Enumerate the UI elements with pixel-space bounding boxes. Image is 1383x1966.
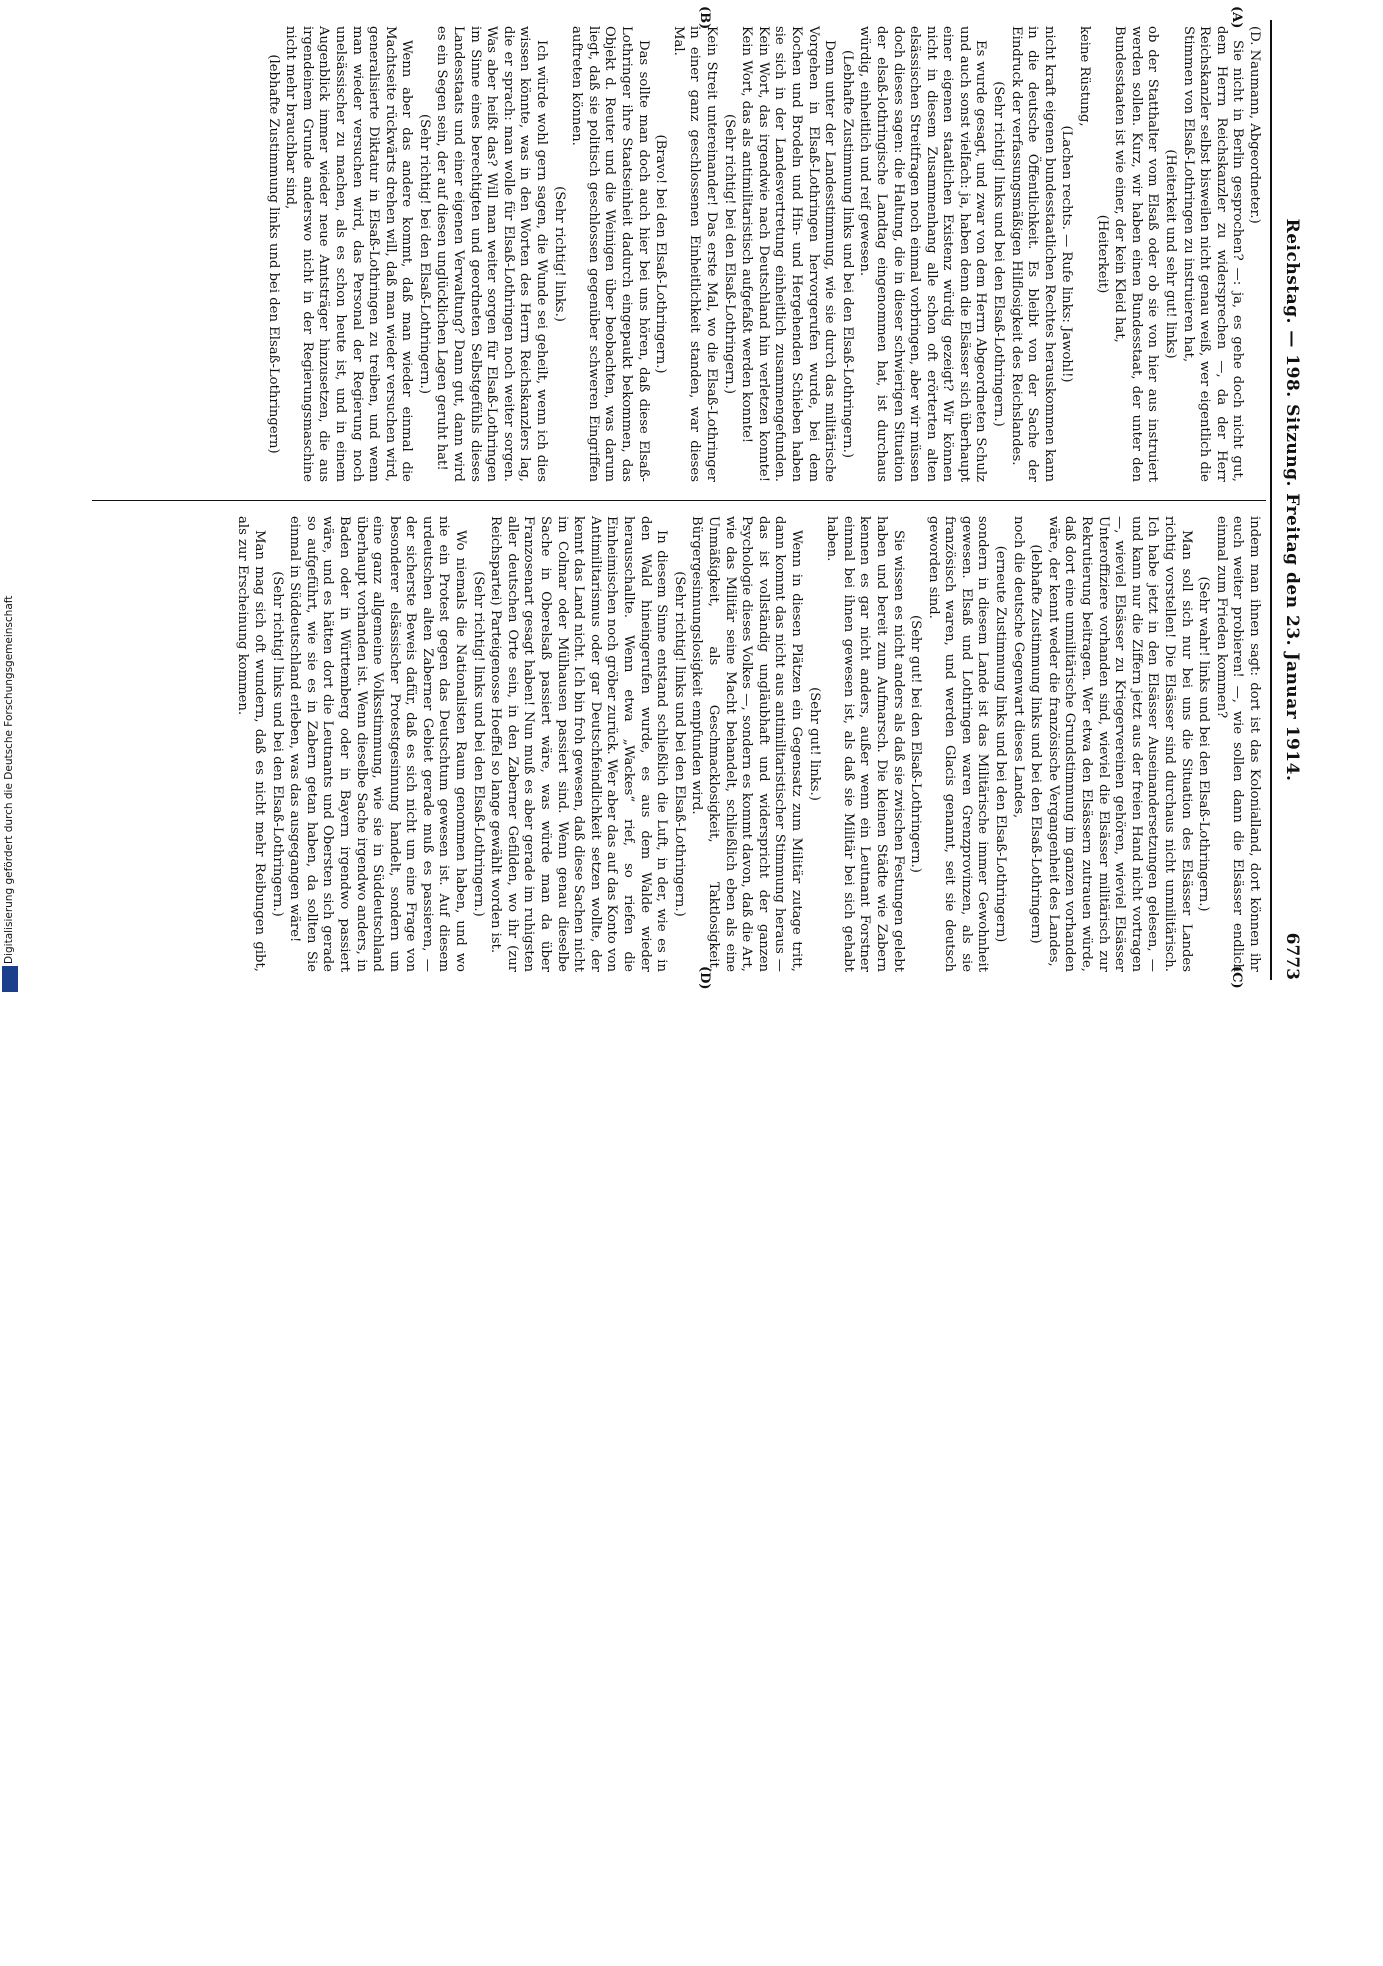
- paragraph: Ich würde wohl gern sagen, die Wunde sei geheilt, wenn ich dies wissen könnte, was in den Worten des Herrn Reichskanzlers lag, die er sprach: man wolle für Elsaß-Lothringen noch weiter sorgen. Was aber heißt das? Will man weiter sorgen für Elsaß-Lothringen im Sinne eines berechtigten und geordneten Selbstgefühls dieses Landesstaats und einer eigenen Verwaltung? Dann gut, dann wird es ein Segen sein, der auf diesen unglücklichen Lagen geruht hat!: [434, 26, 550, 482]
- digitization-sidebar: [0, 0, 20, 1930]
- paragraph: Denn unter der Landesstimmung, wie sie durch das militärische Vorgehen in Elsaß-Lothringen hervorgerufen wurde, bei dem Kochen und Brodeln und Hin- und Hergehenden Schieben haben sie sich in der Landesvertretung einheitlich zusammengefunden. Kein Wort, das irgendwie nach Deutschland hin verletzen konnte! Kein Wort, das als antimilitaristisch aufgefaßt werden konnte!: [739, 26, 838, 482]
- stage-direction: (Sehr richtig! links und bei den Elsaß-Lothringern.): [269, 571, 285, 917]
- stage-direction: (Heiterkeit): [1094, 214, 1110, 294]
- stage-direction: (lebhafte Zustimmung links und bei den Elsaß-Lothringern): [265, 54, 281, 454]
- paragraph: sondern in diesem Lande ist das Militärische immer Gewohnheit gewesen. Elsaß und Lothringen waren Grenzprovinzen, als sie französisch waren, und werden Glacis genannt, seit sie deutsch geworden sind.: [925, 516, 991, 972]
- stage-direction: (Sehr gut! bei den Elsaß-Lothringern.): [908, 615, 924, 873]
- margin-marker-b: (B): [697, 6, 712, 30]
- stage-direction: (erneute Zustimmung links und bei den Elsaß-Lothringern): [993, 545, 1009, 943]
- stage-direction: (Sehr richtig! links und bei den Elsaß-Lothringern.): [671, 571, 687, 917]
- page-number: 6773: [1282, 932, 1302, 980]
- dfg-logo: DFG: [2, 966, 18, 992]
- paragraph: Sie nicht in Berlin gesprochen? —: ja, es gehe doch nicht gut, dem Herrn Reichskanzler zu widersprechen —, da der Herr Reichskanzler selbst bisweilen nicht genau weiß, wer eigentlich die Stimmen von Elsaß-Lothringen zu instruieren hat,: [1180, 26, 1246, 482]
- paragraph: noch die deutsche Gegenwart dieses Landes,: [1010, 516, 1026, 819]
- paragraph: Wenn in diesen Plätzen ein Gegensatz zum Militär zutage tritt, dann kommt das nicht aus antimilitaristischer Stimmung heraus — das ist vollständig ungläubhaft und widerspricht der ganzen Psychologie dieses Volkes —, sondern es kommt davon, daß die Art, wie das Militär seine Macht behandelt, schließlich eben als eine Unmäßigkeit, als Geschmacklosigkeit, Taktlosigkeit, Bürgergesinnungslosigkeit empfunden wird.: [689, 516, 804, 972]
- header-rule: [1270, 20, 1272, 980]
- paragraph: keine Rüstung,: [1077, 26, 1093, 127]
- right-column: [234, 516, 1262, 972]
- margin-marker-d: (D): [697, 966, 712, 990]
- paragraph: Sie wissen es nicht anders als daß sie zwischen Festungen gelebt haben und bereit zum Aufmarsch. Die kleinen Städte wie Zabern kennen es gar nicht anders, außer wenn ein Leutnant Forstner einmal bei ihnen gewesen ist, als daß sie Militär bei sich gehabt haben.: [824, 516, 906, 972]
- page-title: Reichstag. — 198. Sitzung. Freitag den 23. Januar 1914.: [1282, 218, 1302, 782]
- column-separator: [92, 500, 1266, 501]
- stage-direction: (Sehr richtig! links.): [551, 186, 567, 322]
- paragraph: Wenn aber das andere kommt, daß man wieder einmal die Machtseite rückwärts drehen will, daß man wieder versuchen wird, generalisierte Diktatur in Elsaß-Lothringen zu treiben, und wenn man wieder versuchen wird, das Personal der Regierung noch unelsässischer zu machen, als es schon heute ist, und in einem Augenblick immer wieder neue Amtsträger hinzusetzen, die aus irgendeinem Grunde anderswo nicht in der Regierungsmaschine nicht mehr brauchbar sind,: [283, 26, 415, 482]
- funding-note: Digitalisierung gefördert durch die Deutsche Forschungsgemeinschaft: [3, 595, 15, 964]
- paragraph: Kein Streit untereinander! Das erste Mal, wo die Elsaß-Lothringer in einer ganz geschlossenen Einheitlichkeit standen, war dieses Mal.: [670, 26, 719, 482]
- margin-marker-c: (C): [1229, 966, 1244, 989]
- paragraph: ob der Statthalter vom Elsaß oder ob sie von hier aus instruiert werden sollen. Kurz, wir haben einen Bundesstaat, der unter den Bundesstaaten ist wie einer, der kein Kleid hat,: [1112, 26, 1161, 482]
- paragraph: In diesem Sinne entstand schließlich die Luft, in der, wie es in den Wald hineingerufen wurde, es aus dem Walde wieder herausschallte. Wenn etwa „Wackes“ rief, so riefen die Einheimischen noch gröber zurück. Wer aber das auf das Konto von Antimilitarismus oder gar Deutschfeindlichkeit setzen wollte, der kennt das Land nicht. Ich bin froh gewesen, daß diese Sachen nicht im Colmar oder Mülhausen passiert sind. Wenn genau dieselbe Sache in Oberelsaß passiert wäre, was würde man da über Franzosenart gesagt haben! Nun muß es aber gerade im ruhigsten aller deutschen Orte sein, in den Zaberner Gefilden, wo ihr (zur Reichspartei) Parteigenosse Hoeffel so lange gewählt worden ist.: [488, 516, 670, 972]
- stage-direction: (Bravo! bei den Elsaß-Lothringern.): [653, 134, 669, 374]
- paragraph: (D. Naumann, Abgeordneter.): [1247, 26, 1262, 224]
- document-page: [72, 0, 1312, 1000]
- stage-direction: (Sehr richtig! bei den Elsaß-Lothringern.): [721, 113, 737, 395]
- stage-direction: (Sehr richtig! links und bei den Elsaß-Lothringern.): [991, 81, 1007, 427]
- stage-direction: (Lebhafte Zustimmung links und bei den Elsaß-Lothringern.): [839, 50, 855, 458]
- left-column: [263, 26, 1262, 482]
- paragraph: nicht kraft eigenen bundesstaatlichen Rechtes herauskommen kann in die deutsche Öffentlichkeit. Es bleibt von der Sache der Eindruck der verfassungsmäßigen Hilflosigkeit des Reichslandes.: [1008, 26, 1057, 482]
- page-header: [1272, 20, 1306, 980]
- paragraph: Man soll sich nur bei uns die Situation des Elsässer Landes richtig vorstellen! Die Elsässer sind durchaus nicht unmilitärisch. Ich habe jetzt in den Elsässer Auseinandersetzungen gelesen, — und kann nur die Ziffern jetzt aus der freien Hand nicht vortragen —, wieviel Elsässer zu Kriegervereinen gehören, wieviel Elsässer Unteroffiziere vorhanden sind, wieviel die Elsässer militärisch zur Rekrutierung beitragen. Wer etwa den Elsässern zutrauen würde, daß dort eine unmilitärische Grundstimmung im ganzen vorhanden wäre, der kennt weder die französische Vergangenheit des Landes,: [1045, 516, 1194, 972]
- stage-direction: (Heiterkeit und sehr gut! links): [1163, 149, 1179, 359]
- stage-direction: (Lachen rechts. — Rufe links: Jawohl!): [1059, 125, 1075, 383]
- stage-direction: (lebhafte Zustimmung links und bei den Elsaß-Lothringern): [1028, 544, 1044, 944]
- paragraph: Es wurde gesagt, und zwar von dem Herrn Abgeordneten Schulz und auch sonst vielfach: ja, haben denn die Elsässer sich überhaupt einer eigenen staatlichen Existenz würdig gezeigt? Wir können nicht in diesem Zusammenhang alle schon oft erörterten alten elsässischen Streitfragen noch einmal vorbringen, aber wir müssen doch dieses sagen: die Haltung, die in dieser schwierigen Situation der elsaß-lothringische Landtag eingenommen hat, ist durchaus würdig, einheitlich und reif gewesen.: [857, 26, 989, 482]
- paragraph: Das sollte man doch auch hier bei uns hören, daß diese Elsaß-Lothringer ihre Staatseinheit dadurch eingepaukt bekommen, das Objekt d. Reuter und die Weinigen über beobachten, was darum liegt, daß sie politisch geschlossen gegenüber schweren Eingriffen auftreten können.: [569, 26, 651, 482]
- margin-marker-a: (A): [1229, 6, 1244, 29]
- stage-direction: (Sehr gut! links.): [806, 687, 822, 801]
- paragraph: indem man ihnen sagt: dort ist das Kolonialland, dort können ihr euch weiter probieren! —, wie sollen dann die Elsässer endlich einmal zum Frieden kommen?: [1213, 516, 1262, 972]
- paragraph: Man mag sich oft wundern, daß es nicht mehr Reibungen gibt, als zur Erscheinung kommen.: [235, 516, 267, 972]
- stage-direction: (Sehr wahr! links und bei den Elsaß-Lothringern.): [1196, 576, 1212, 912]
- paragraph: Wo niemals die Nationalisten Raum genommen haben, und wo nie ein Protest gegen das Deutschtum gewesen ist. Auf diesem urdeutschen alten Zaberner Gebiet gerade muß es passieren, — der sicherste Beweis dafür, daß es sich nicht um eine Frage von besonderer elsässischer Protestgesinnung handelt, sondern um eine ganz allgemeine Volksstimmung, wie sie in Süddeutschland überhaupt vorhanden ist. Wenn dieselbe Sache irgendwo anders, in Baden oder in Württemberg oder in Bayern irgendwo passiert wäre, und es hätten dort die Leutnants und Obersten sich gerade so aufgeführt, wie sie es in Zabern getan haben, da sollten Sie einmal in Süddeutschland erleben, was das ausgegangen wäre!: [287, 516, 469, 972]
- stage-direction: (Sehr richtig! links und bei den Elsaß-Lothringern.): [470, 571, 486, 917]
- stage-direction: (Sehr richtig! bei den Elsaß-Lothringern.): [416, 113, 432, 395]
